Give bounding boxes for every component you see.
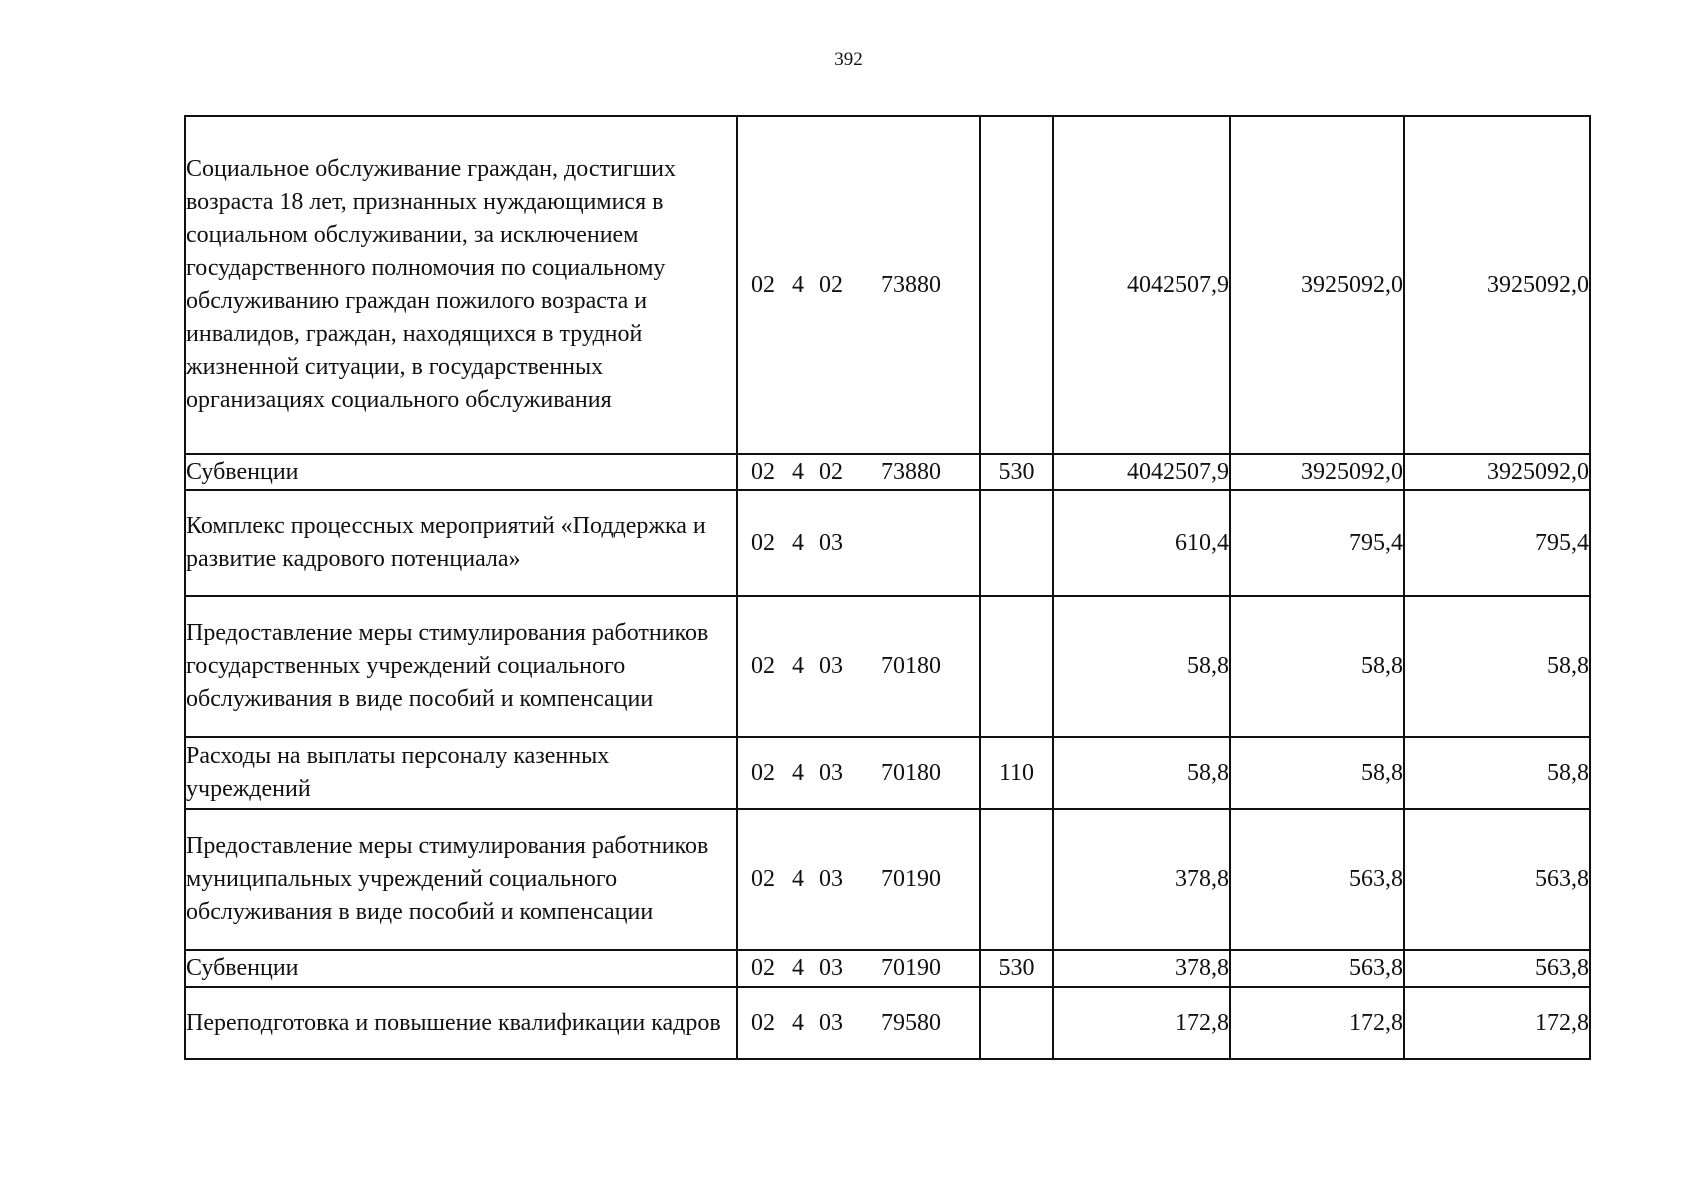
table-row bbox=[185, 116, 1590, 454]
expense-type-code: 110 bbox=[980, 737, 1053, 809]
row-name: Переподготовка и повышение квалификации кадров bbox=[185, 987, 737, 1059]
amount-year-1: 610,4 bbox=[1053, 490, 1230, 596]
direction-code: 73880 bbox=[881, 458, 941, 485]
subprogram-code: 4 bbox=[792, 271, 804, 298]
expense-type-code bbox=[980, 596, 1053, 737]
row-codes bbox=[737, 950, 980, 987]
budget-table bbox=[184, 115, 1591, 1060]
amount-year-2: 795,4 bbox=[1230, 490, 1404, 596]
row-codes bbox=[737, 987, 980, 1059]
row-codes bbox=[737, 116, 980, 454]
activity-code: 03 bbox=[819, 653, 843, 679]
amount-year-2: 563,8 bbox=[1230, 950, 1404, 987]
amount-year-1: 58,8 bbox=[1053, 737, 1230, 809]
program-code: 02 bbox=[751, 1009, 775, 1036]
amount-year-1: 378,8 bbox=[1053, 809, 1230, 950]
amount-year-3: 563,8 bbox=[1404, 809, 1590, 950]
table-row bbox=[185, 454, 1590, 490]
amount-year-3: 58,8 bbox=[1404, 596, 1590, 737]
activity-code: 03 bbox=[819, 955, 843, 981]
table-row bbox=[185, 950, 1590, 987]
subprogram-code: 4 bbox=[792, 955, 804, 981]
activity-code: 02 bbox=[819, 271, 843, 298]
amount-year-3: 58,8 bbox=[1404, 737, 1590, 809]
amount-year-1: 172,8 bbox=[1053, 987, 1230, 1059]
amount-year-1: 4042507,9 bbox=[1053, 454, 1230, 490]
expense-type-code bbox=[980, 809, 1053, 950]
expense-type-code: 530 bbox=[980, 950, 1053, 987]
subprogram-code: 4 bbox=[792, 1009, 804, 1036]
expense-type-code bbox=[980, 490, 1053, 596]
row-name: Субвенции bbox=[185, 950, 737, 987]
row-name: Субвенции bbox=[185, 454, 737, 490]
expense-type-code: 530 bbox=[980, 454, 1053, 490]
subprogram-code: 4 bbox=[792, 458, 804, 485]
program-code: 02 bbox=[751, 759, 775, 786]
row-name: Расходы на выплаты персоналу казенных учреждений bbox=[185, 737, 737, 809]
direction-code: 70190 bbox=[881, 955, 941, 981]
row-codes bbox=[737, 737, 980, 809]
program-code: 02 bbox=[751, 955, 775, 981]
row-name: Социальное обслуживание граждан, достигших возраста 18 лет, признанных нуждающимися в социальном обслуживании, за исключением государственного полномочия по социальному обслуживанию граждан пожилого возраста и инвалидов, граждан, находящихся в трудной жизненной ситуации, в государственных организациях социального обслуживания bbox=[185, 116, 737, 454]
table-row bbox=[185, 987, 1590, 1059]
table-row bbox=[185, 490, 1590, 596]
amount-year-2: 58,8 bbox=[1230, 737, 1404, 809]
activity-code: 03 bbox=[819, 759, 843, 786]
table-row bbox=[185, 596, 1590, 737]
amount-year-3: 172,8 bbox=[1404, 987, 1590, 1059]
table-row bbox=[185, 809, 1590, 950]
amount-year-3: 3925092,0 bbox=[1404, 116, 1590, 454]
row-name: Предоставление меры стимулирования работников муниципальных учреждений социального обслуживания в виде пособий и компенсации bbox=[185, 809, 737, 950]
direction-code: 70180 bbox=[881, 759, 941, 786]
amount-year-3: 3925092,0 bbox=[1404, 454, 1590, 490]
direction-code: 79580 bbox=[881, 1009, 941, 1036]
direction-code: 70180 bbox=[881, 653, 941, 679]
activity-code: 03 bbox=[819, 866, 843, 892]
row-codes bbox=[737, 454, 980, 490]
amount-year-1: 58,8 bbox=[1053, 596, 1230, 737]
program-code: 02 bbox=[751, 271, 775, 298]
row-name: Предоставление меры стимулирования работников государственных учреждений социального обслуживания в виде пособий и компенсации bbox=[185, 596, 737, 737]
row-name: Комплекс процессных мероприятий «Поддержка и развитие кадрового потенциала» bbox=[185, 490, 737, 596]
amount-year-2: 563,8 bbox=[1230, 809, 1404, 950]
amount-year-2: 172,8 bbox=[1230, 987, 1404, 1059]
subprogram-code: 4 bbox=[792, 653, 804, 679]
direction-code: 73880 bbox=[881, 271, 941, 298]
subprogram-code: 4 bbox=[792, 529, 804, 556]
amount-year-1: 4042507,9 bbox=[1053, 116, 1230, 454]
program-code: 02 bbox=[751, 653, 775, 679]
activity-code: 03 bbox=[819, 1009, 843, 1036]
amount-year-2: 3925092,0 bbox=[1230, 116, 1404, 454]
program-code: 02 bbox=[751, 866, 775, 892]
amount-year-2: 3925092,0 bbox=[1230, 454, 1404, 490]
row-codes bbox=[737, 596, 980, 737]
page-number: 392 bbox=[834, 49, 863, 70]
amount-year-3: 795,4 bbox=[1404, 490, 1590, 596]
row-codes bbox=[737, 809, 980, 950]
subprogram-code: 4 bbox=[792, 866, 804, 892]
expense-type-code bbox=[980, 987, 1053, 1059]
program-code: 02 bbox=[751, 458, 775, 485]
activity-code: 03 bbox=[819, 529, 843, 556]
program-code: 02 bbox=[751, 529, 775, 556]
amount-year-2: 58,8 bbox=[1230, 596, 1404, 737]
activity-code: 02 bbox=[819, 458, 843, 485]
expense-type-code bbox=[980, 116, 1053, 454]
row-codes bbox=[737, 490, 980, 596]
subprogram-code: 4 bbox=[792, 759, 804, 786]
amount-year-3: 563,8 bbox=[1404, 950, 1590, 987]
direction-code: 70190 bbox=[881, 866, 941, 892]
table-row bbox=[185, 737, 1590, 809]
amount-year-1: 378,8 bbox=[1053, 950, 1230, 987]
